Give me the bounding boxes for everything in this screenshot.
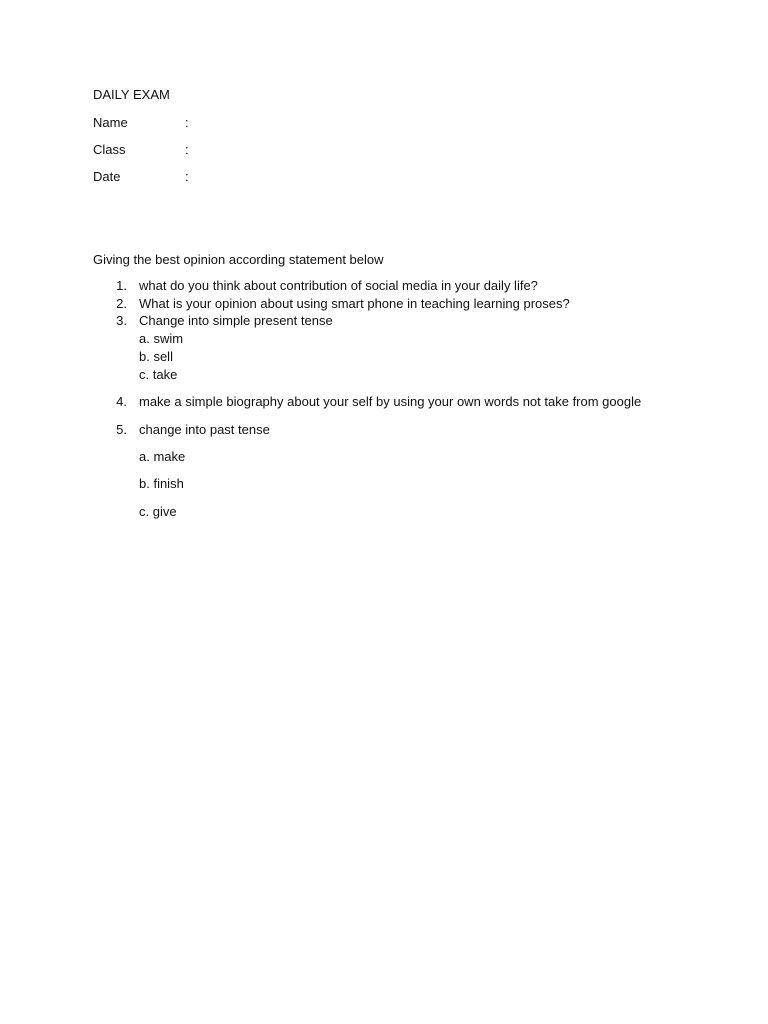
question-5-text: change into past tense <box>139 422 270 437</box>
question-1-text: what do you think about contribution of social media in your daily life? <box>139 278 538 293</box>
question-3-option-c: c. take <box>139 367 178 382</box>
date-colon: : <box>185 169 189 184</box>
question-5-option-a: a. make <box>139 449 186 464</box>
question-5-option-c: c. give <box>139 504 177 519</box>
question-3-number: 3. <box>116 313 127 328</box>
name-label: Name <box>93 115 128 130</box>
instruction-text: Giving the best opinion according statement below <box>93 252 384 267</box>
question-5-number: 5. <box>116 422 127 437</box>
class-colon: : <box>185 142 189 157</box>
name-colon: : <box>185 115 189 130</box>
question-4-number: 4. <box>116 394 127 409</box>
question-4-text: make a simple biography about your self by using your own words not take from google <box>139 394 642 409</box>
question-2-text: What is your opinion about using smart phone in teaching learning proses? <box>139 296 570 311</box>
question-3-option-a: a. swim <box>139 331 184 346</box>
question-3-text: Change into simple present tense <box>139 313 333 328</box>
class-label: Class <box>93 142 126 157</box>
question-3-option-b: b. sell <box>139 349 173 364</box>
exam-title: DAILY EXAM <box>93 87 170 102</box>
question-5-option-b: b. finish <box>139 476 184 491</box>
question-1-number: 1. <box>116 278 127 293</box>
question-2-number: 2. <box>116 296 127 311</box>
date-label: Date <box>93 169 121 184</box>
